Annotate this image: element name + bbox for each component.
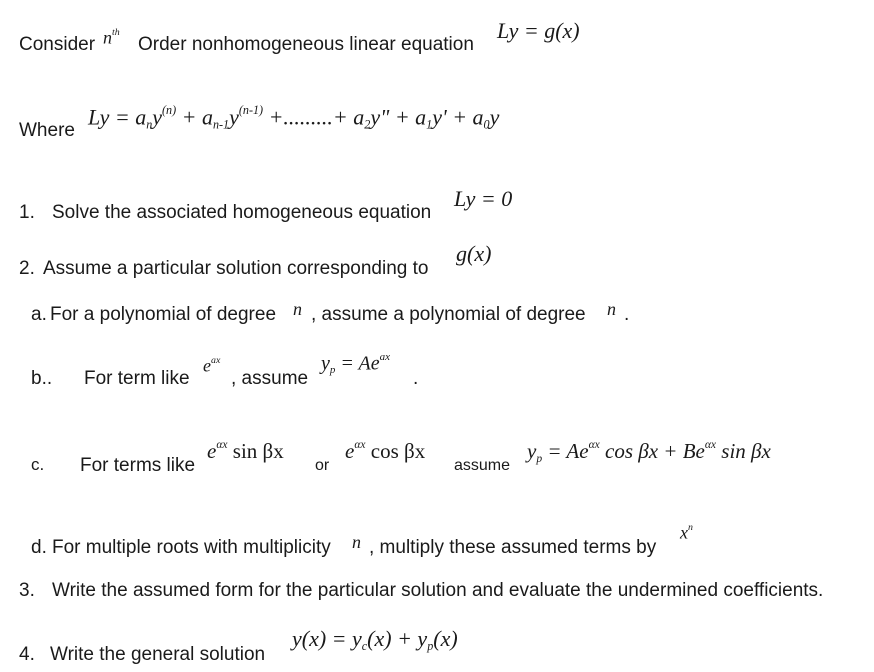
step-1-text: Solve the associated homogeneous equation — [52, 202, 432, 223]
item-a-n-2: n — [607, 299, 616, 319]
intro-text: Order nonhomogeneous linear equation — [138, 34, 474, 55]
step-3-text: Write the assumed form for the particular solution and evaluate the undermined coefficients. — [52, 580, 824, 601]
item-b-label: b.. — [31, 368, 53, 389]
item-b-end: . — [413, 368, 419, 389]
step-2-text: Assume a particular solution corresponding to — [43, 258, 429, 279]
item-d-xn: $x^n$ — [680, 522, 693, 543]
step-1-math: Ly = 0 — [454, 186, 513, 211]
item-b-text-1: For term like — [84, 368, 190, 389]
item-a-label: a. — [31, 304, 47, 325]
item-c-or: or — [315, 457, 330, 474]
item-d-text-2: , multiply these assumed terms by — [369, 537, 657, 558]
where-label: Where — [19, 120, 75, 141]
n-th-symbol: $n^{th}$ — [103, 27, 120, 48]
item-b-text-2: , assume — [231, 368, 309, 389]
item-a-n: n — [293, 299, 302, 319]
item-d-label: d. — [31, 537, 47, 558]
step-2-number: 2. — [19, 258, 35, 279]
item-c-assumed-form: $y_p = Ae^{\alpha x}$ $\cos \beta x + Be^{\alpha x}$ sin βx — [527, 438, 771, 465]
item-a-end: . — [624, 304, 630, 325]
item-c-text-1: For terms like — [80, 455, 196, 476]
item-b-assumed: $y_p = Ae^{ax}$ — [321, 351, 391, 377]
consider-label: Consider — [19, 34, 96, 55]
item-c-term-1: $e^{\alpha x}$ sin βx — [207, 438, 284, 463]
intro-equation: Ly = g(x) — [497, 18, 580, 43]
item-c-assume: assume — [454, 457, 511, 474]
item-b-exp: $e^{ax}$ — [203, 355, 221, 376]
step-2-math: g(x) — [456, 241, 492, 266]
general-solution-equation: $y(x) = y_c(x) + y_p(x)$ — [292, 626, 458, 654]
item-d-n: n — [352, 532, 361, 552]
step-3-number: 3. — [19, 580, 35, 601]
item-c-label: c. — [31, 455, 45, 474]
where-equation: $Ly = a_ny^{(n)} + a_{n-1}y^{(n-1)}$ +.........+ $a_2y$" + $a_1y' + a_0y$ — [88, 103, 500, 132]
item-a-text-1: For a polynomial of degree — [50, 304, 277, 325]
item-d-text-1: For multiple roots with multiplicity — [52, 537, 331, 558]
item-a-text-2: , assume a polynomial of degree — [311, 304, 586, 325]
step-4-number: 4. — [19, 644, 35, 665]
item-c-term-2: $e^{\alpha x}$ cos βx — [345, 438, 426, 463]
step-1-number: 1. — [19, 202, 35, 223]
step-4-text: Write the general solution — [50, 644, 266, 665]
